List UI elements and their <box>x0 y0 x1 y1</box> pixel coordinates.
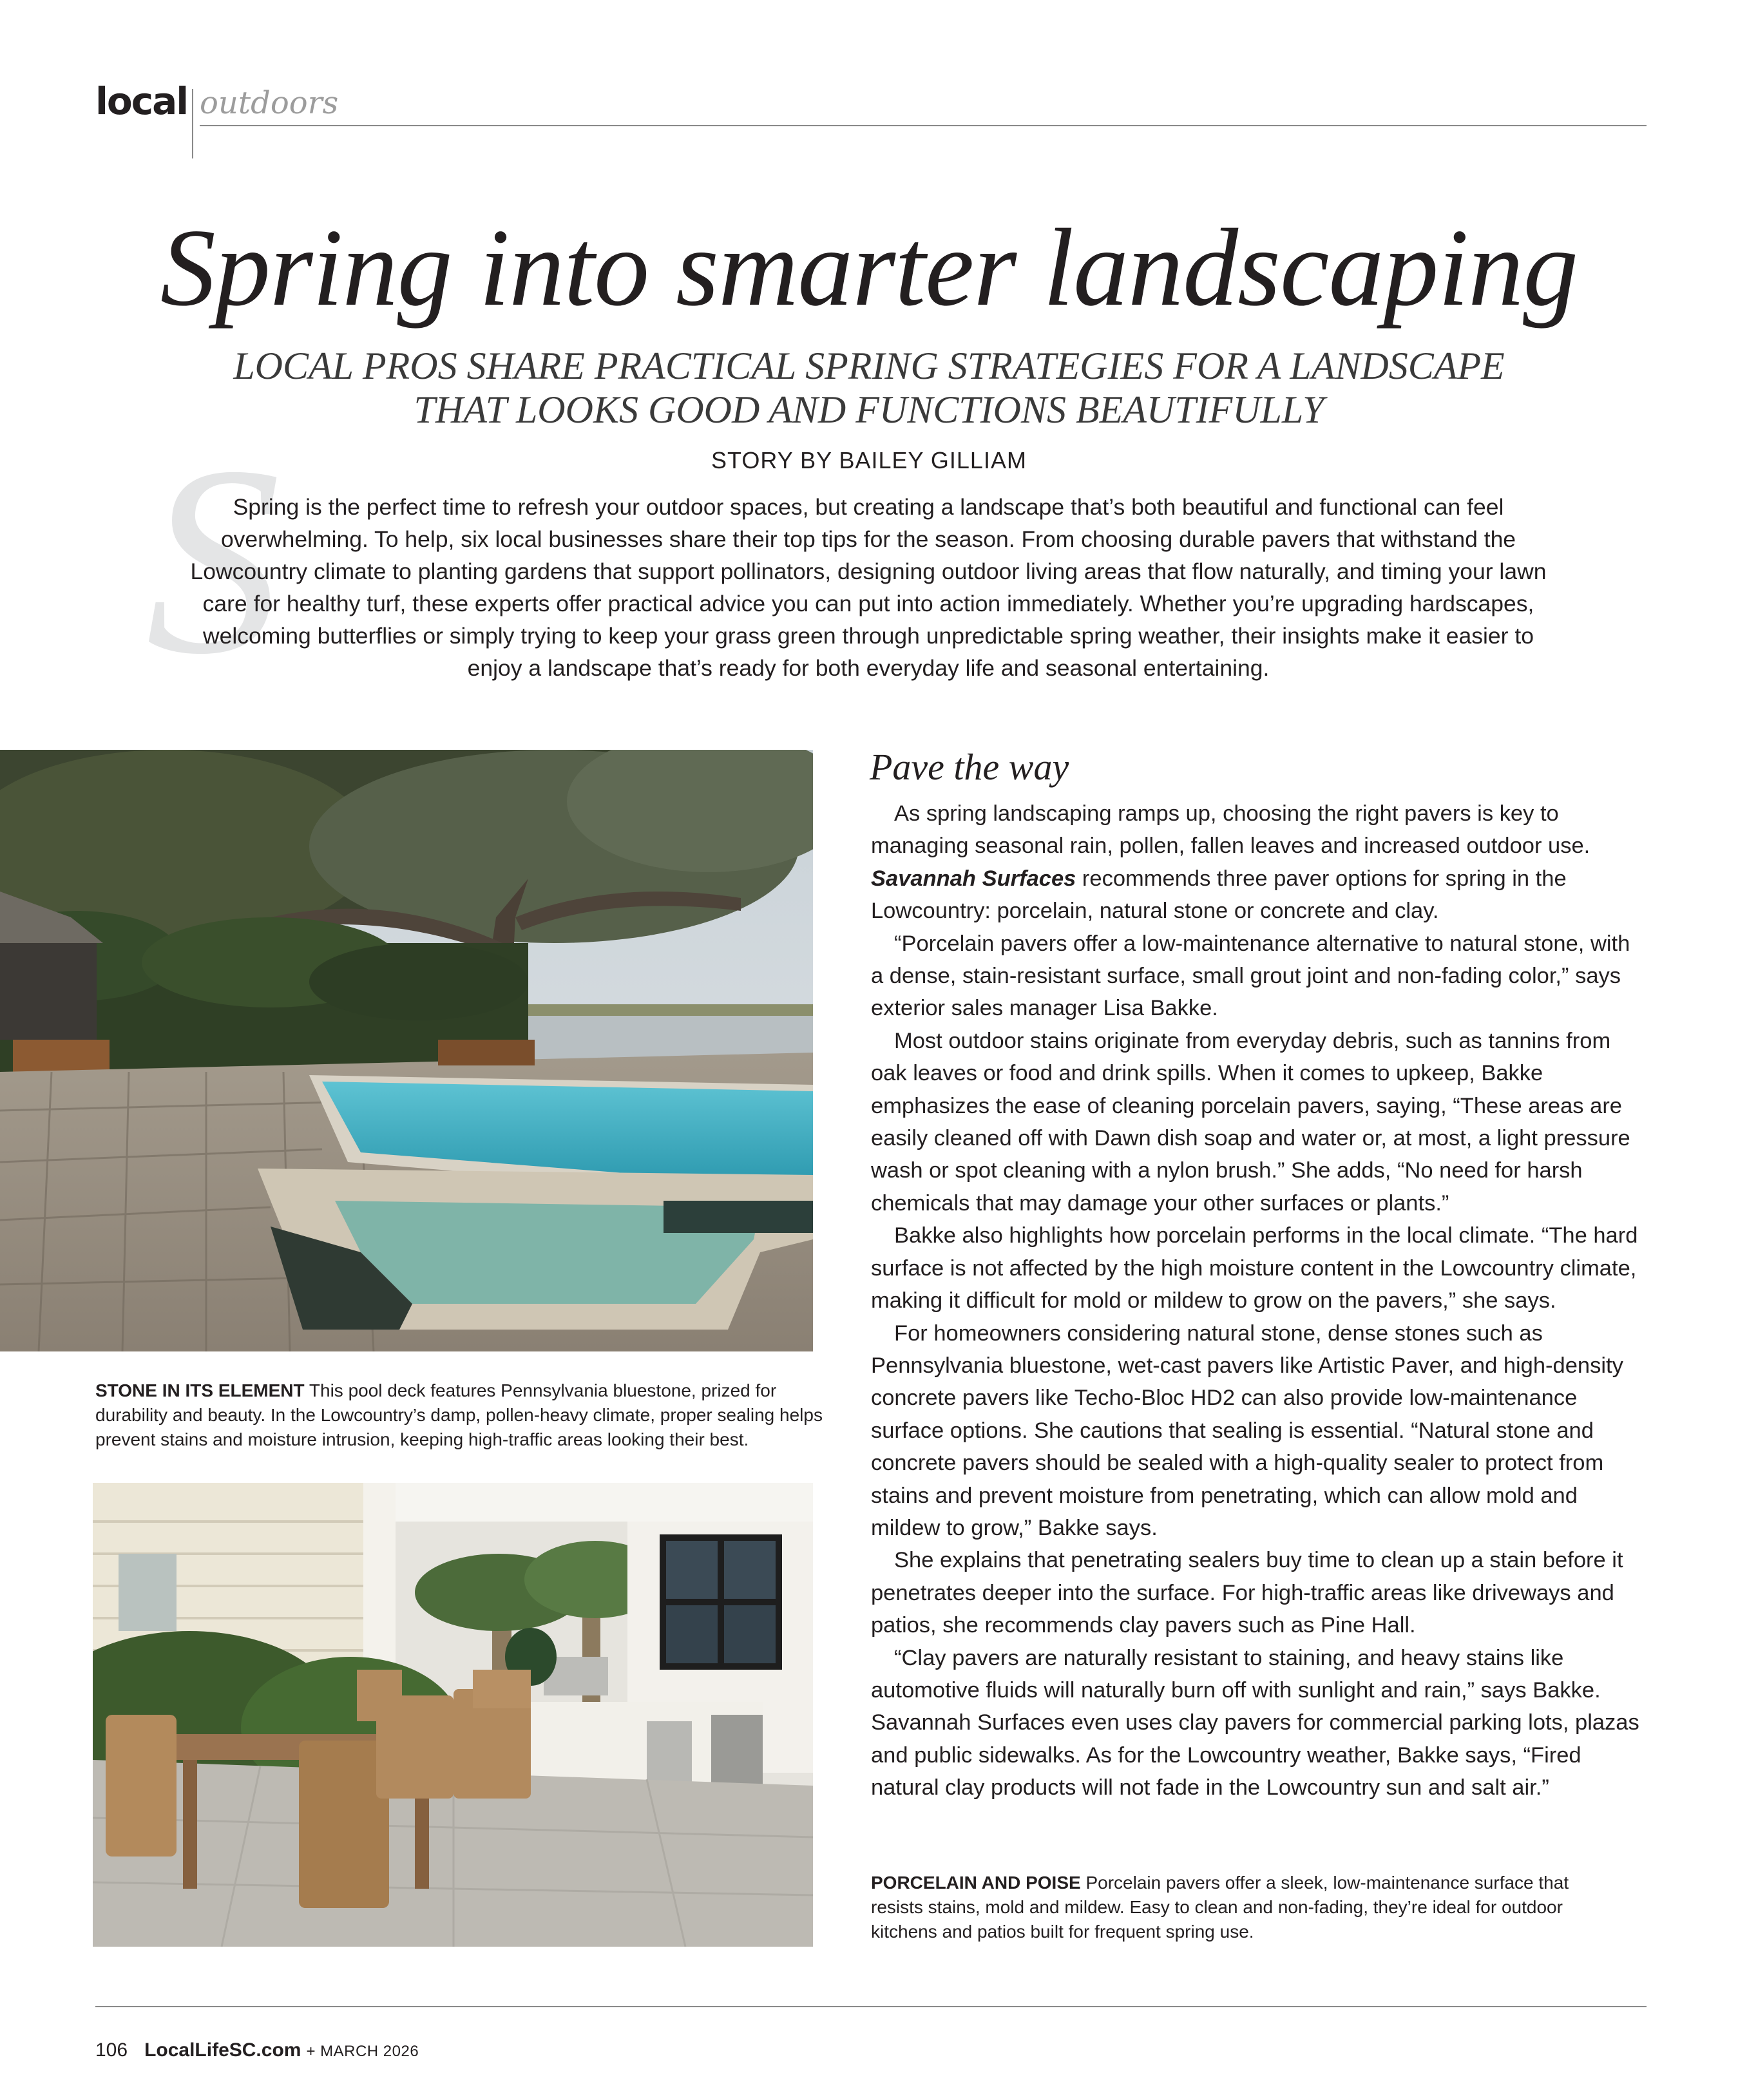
intro-paragraph <box>173 491 1564 684</box>
body-paragraph: “Clay pavers are naturally resistant to staining, and heavy stains like automotive fluids will naturally burn off with sunlight and rain,” says Bakke. Savannah Surfaces even uses clay pavers for commercial parking lots, plazas and public sidewalks. As for the Lowcountry weather, Bakke says, “Fired natural clay products will not fade in the Lowcountry sun and salt air.” <box>871 1645 1639 1800</box>
caption-lead: STONE IN ITS ELEMENT <box>95 1380 305 1400</box>
header-divider <box>192 89 193 158</box>
body-paragraph: For homeowners considering natural stone, dense stones such as Pennsylvania bluestone, wet-cast pavers like Artistic Paver, and high-density concrete pavers like Techo-Bloc HD2 can also provide low-maintenance surface options. She cautions that sealing is essential. “Natural stone and concrete pavers should be sealed with a high-quality sealer to protect from stains and prevent moisture from penetrating, which can allow mold and mildew to grow,” Bakke says. <box>871 1321 1623 1540</box>
header-rule <box>200 125 1647 126</box>
page-number: 106 <box>95 2039 128 2061</box>
body-paragraph: Most outdoor stains originate from everyday debris, such as tannins from oak leaves or food and drink spills. When it comes to upkeep, Bakke emphasizes the ease of cleaning porcelain pavers, saying, “These areas are easily cleaned off with Dawn dish soap and water or, at most, a light pressure wash or spot cleaning with a nylon brush.” She adds, “No need for harsh chemicals that may damage your other surfaces or plants.” <box>871 1028 1630 1216</box>
section-label: outdoors <box>200 85 339 121</box>
issue-date: + MARCH 2026 <box>306 2043 419 2060</box>
article-title: Spring into smarter landscaping <box>160 207 1578 329</box>
body-text: As spring landscaping ramps up, choosing the right pavers is key to managing seasonal rain, pollen, fallen leaves and increased outdoor use. <box>871 801 1590 859</box>
subtitle-line-2: THAT LOOKS GOOD AND FUNCTIONS BEAUTIFULLY <box>414 388 1324 431</box>
subtitle-line-1: LOCAL PROS SHARE PRACTICAL SPRING STRATEGIES FOR A LANDSCAPE <box>233 345 1505 387</box>
body-paragraph <box>871 797 1641 928</box>
outdoor-kitchen-photo <box>93 1483 813 1947</box>
article-body <box>871 797 1641 1804</box>
folio <box>95 2039 419 2061</box>
pool-photo-caption <box>95 1379 823 1452</box>
patio-photo-caption <box>871 1871 1618 1944</box>
caption-lead: PORCELAIN AND POISE <box>871 1873 1081 1893</box>
body-text: recommends three paver options for spring in the Lowcountry: porcelain, natural stone or concrete and clay. <box>871 866 1567 924</box>
site-link[interactable]: LocalLifeSC.com <box>144 2039 301 2061</box>
intro-text: Spring is the perfect time to refresh your outdoor spaces, but creating a landscape that’s both beautiful and functional can feel overwhelming. To help, six local businesses share their top tips for the season. From choosing durable pavers that withstand the Lowcountry climate to planting gardens that support pollinators, designing outdoor living areas that flow naturally, and timing your lawn care for healthy turf, these experts offer practical advice you can put into action immediately. Whether you’re upgrading hardscapes, welcoming butterflies or simply trying to keep your grass green through unpredictable spring weather, their insights make it easier to enjoy a landscape that’s ready for both everyday life and seasonal entertaining. <box>190 494 1547 681</box>
pool-deck-photo <box>0 750 813 1351</box>
body-paragraph: Bakke also highlights how porcelain performs in the local climate. “The hard surface is not affected by the high moisture content in the Lowcountry climate, making it difficult for mold or mildew to grow on the pavers,” she says. <box>871 1223 1638 1313</box>
body-paragraph: “Porcelain pavers offer a low-maintenance alternative to natural stone, with a dense, stain-resistant surface, small grout joint and non-fading color,” says exterior sales manager Lisa Bakke. <box>871 931 1630 1021</box>
company-name: Savannah Surfaces <box>871 866 1076 891</box>
drop-cap: S <box>146 410 281 710</box>
body-paragraph: She explains that penetrating sealers buy time to clean up a stain before it penetrates deeper into the surface. For high-traffic areas like driveways and patios, she recommends clay pavers such as Pine Hall. <box>871 1548 1623 1638</box>
magazine-brand: local <box>95 79 188 123</box>
caption-text: This pool deck features Pennsylvania bluestone, prized for durability and beauty. In the Lowcountry’s damp, pollen-heavy climate, proper sealing helps prevent stains and moisture intrusion, keeping high-traffic areas looking their best. <box>95 1380 823 1449</box>
footer-rule <box>95 2006 1647 2007</box>
article-subtitle <box>129 344 1609 432</box>
section-heading: Pave the way <box>870 746 1069 788</box>
caption-text: Porcelain pavers offer a sleek, low-maintenance surface that resists stains, mold and mildew. Easy to clean and non-fading, they’re ideal for outdoor kitchens and patios built for frequent spring use. <box>871 1873 1569 1942</box>
byline: STORY BY BAILEY GILLIAM <box>711 447 1027 473</box>
